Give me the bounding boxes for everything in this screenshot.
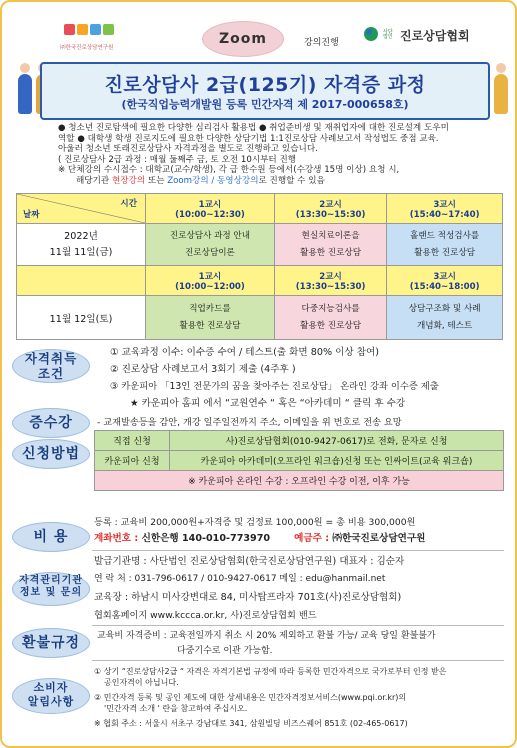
schedule-table [16,193,503,340]
session-content: 홀랜드 적성검사를 활용한 진로상담 [387,224,503,266]
apply-note: ※ 카운피아 온라인 수강 : 오프라인 수강 이전, 이후 가능 [95,471,504,491]
apply-method: 카운피아 신청 [95,451,170,471]
title-banner [40,62,490,120]
notice-line-2 [58,176,498,187]
session-time: (10:00~12:30) [175,209,245,220]
fee-label: 비 용 [12,522,90,552]
refund-label: 환불규정 [12,628,90,658]
group-lecture-notice [58,165,498,187]
refund-line: 교육비 자격증비 : 교육전일까지 취소 시 20% 제외하고 환불 가능/ 교육 당일 환불불가 [97,631,436,641]
schedule-date-day1: 2022년 11월 11일(금) [17,224,146,266]
schedule-date-day2: 11월 12일(토) [17,296,146,340]
apply-method: 직접 신청 [95,431,170,451]
contact-line: 교육장 : 하남시 미사강변대로 84, 미사탑프라자 701호(사)진로상담협회) [94,592,402,603]
apply-detail: 사)진로상담협회(010-9427-0617)로 전화, 문자로 신청 [170,431,504,451]
session-content: 다중지능검사를 활용한 진로상담 [274,296,386,340]
notice-text: 또는 [145,176,168,186]
session-name: 2교시 [319,199,342,210]
apply-detail: 카운피아 아카데미(오프라인 워크숍)신청 또는 인싸이트(교육 워크숍) [170,451,504,471]
course-subtitle: (한국직업능력개발원 등록 민간자격 제 2017-000658호) [121,98,409,111]
contact-line: 연 락 처 : 031-796-0617 / 010-9427-0617 메일 : edu@hanmail.net [94,574,386,584]
notice-highlight-online: Zoom강의 / 동영상강의 [167,176,259,186]
intro-line: ( 진로상담사 2급 과정 : 매월 둘째주 금, 토 오전 10시부터 진행 [58,154,297,165]
session-header [146,194,275,224]
notice-text: 해당기관 [76,176,112,186]
session-content: 상담구조화 및 사례 개념화, 테스트 [387,296,503,340]
qualification-item: ① 교육과정 이수: 이수증 수여 / 테스트(출 화면 80% 이상 참여) [110,347,379,358]
contact-line: 협회홈페이지 www.kccca.or.kr, 사)진로상담협회 밴드 [94,610,317,621]
session-content: 현실치료이론을 활용한 진로상담 [274,224,386,266]
session-time: (10:00~12:00) [175,281,245,292]
intro-line: 아울러 청소년 또래진로상담사 자격과정을 별도로 진행하고 있습니다. [58,144,318,154]
intro-text [58,123,498,165]
refund-line: 다중기수로 이관 가능함. [177,646,273,656]
session-time: (15:40~18:00) [409,281,480,292]
zoom-note: 강의진행 [304,38,339,48]
session-content: 직업카드를 활용한 진로상담 [146,296,275,340]
consumer-line: ※ 협회 주소 : 서울시 서초구 강남대로 341, 삼원빌딩 비즈스퀘어 851호 (02-465-0617) [94,719,408,728]
session-name: 2교시 [319,271,342,282]
fee-account-line [94,532,425,545]
logo-right-name: 진로상담협회 [400,29,470,43]
zoom-label: Zoom [219,31,267,47]
notice-text: 로 진행할 수 있음 [258,176,325,186]
apply-label: 신청방법 [12,439,90,469]
consumer-label: 소비자 알림사항 [12,678,90,714]
session-name: 3교시 [433,199,456,210]
qualification-item: ② 진로상담 사례보고서 3회기 제출 (4주후 ) [110,364,296,375]
association-logo-icon [363,26,379,42]
corner-time-label: 시간 [120,199,137,209]
contact-line: 발급기관명 : 사단법인 진로상담협회(한국진로상담연구원) 대표자 : 김순자 [94,556,405,567]
notice-highlight-onsite: 현장강의 [111,176,146,186]
session-header [387,194,503,224]
logo-right-prefix: 사단법인 [383,29,393,40]
qualification-item: ③ 카운피아 「13인 전문가의 꿈을 찾아주는 진로상담」 온라인 강좌 이수증 제출 [110,381,439,392]
contact-label: 자격관리기관 정보 및 문의 [12,572,90,606]
notice-line: ※ 단체강의 수시접수 : 대학교(교수/학생), 각 급 한수원 등에서(수강생 15명 이상) 요청 시, [58,165,400,175]
account-number: 신한은행 140-010-773970 [138,533,271,544]
certificate-label: 증수강 [12,408,90,438]
consumer-line: ② 민간자격 등록 및 공인 제도에 대한 상세내용은 민간자격정보서비스(www.pqi.or.kr)의 [94,693,407,702]
session-name: 3교시 [433,271,456,282]
divider [92,625,504,626]
qualification-item: ★ 카운피아 홈피 에서 “교원연수 “ 혹은 “아카데미 “ 클릭 후 수강 [130,398,406,409]
logo-left-caption: ㈜한국진로상담연구원 [60,45,114,51]
divider [92,660,504,661]
intro-line: ● 청소년 진로탐색에 필요한 다양한 심리검사 활용법 ● 취업준비생 및 재취업자에 대한 진로설계 도우미 [58,123,449,133]
logo-left [60,24,130,54]
session-header [274,194,386,224]
session-time: (13:30~15:30) [295,209,366,220]
fee-line: 등록 : 교육비 200,000원+자격증 및 검정료 100,000원 = 총 비용 300,000원 [94,517,416,528]
schedule-header-blank [17,266,146,296]
certificate-text: - 교재발송등을 감안, 개강 일주일전까지 주소, 이메일을 위 번호로 전송 요망 [97,417,402,428]
qualification-label: 자격취득 조건 [12,349,90,383]
session-name: 1교시 [198,199,222,210]
corner-date-label: 날짜 [23,210,40,220]
intro-line: 역할 ● 대학생 학생 진로지도에 필요한 다양한 상담기법 1:1진로상담 사례보고서 작성법도 중점 교육. [58,133,439,144]
account-label: 계좌번호 : [94,533,139,544]
account-holder: ㈜한국진로상담연구원 [329,533,426,544]
zoom-badge [203,22,283,56]
logo-right [363,24,503,48]
session-header [387,266,503,296]
holder-label: 예금주 : [294,533,330,544]
session-time: (15:40~17:40) [409,209,480,220]
schedule-corner-cell [17,194,146,224]
consumer-line: '민간자격 소개 ' 란을 참고하여 주십시오. [104,704,248,713]
consumer-line: 공인자격이 아닙니다. [104,678,179,687]
session-content: 진로상담사 과정 안내 진로상담이론 [146,224,275,266]
consumer-line: ① 상기 “진로상담사2급 “ 자격은 자격기본법 규정에 따라 등록한 민간자격으로 국가로부터 인정 받은 [94,667,447,676]
session-name: 1교시 [198,271,222,282]
course-title: 진로상담사 2급(125기) 자격증 과정 [104,74,426,96]
session-header [146,266,275,296]
apply-table [94,430,504,491]
session-time: (13:30~15:30) [295,281,366,292]
session-header [274,266,386,296]
divider [92,550,504,551]
